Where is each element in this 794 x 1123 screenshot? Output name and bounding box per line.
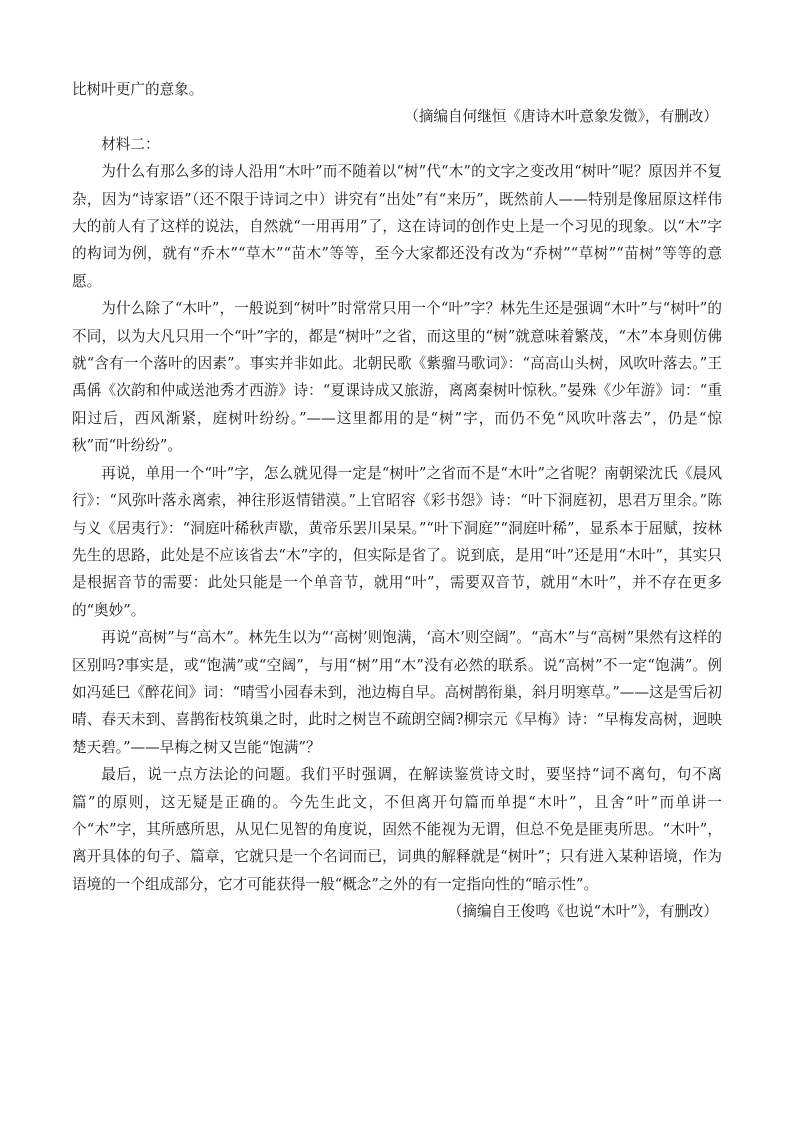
material-label: 材料二： [101,135,160,153]
paragraph-4: 再说“高树”与“高木”。林先生以为“‘高树’则饱满，‘高木’则空阔”。“高木”与“高树”果然有这样的区别吗?事实是，或“饱满”或“空阔”，与用“树”用“木”没有必然的联系。说“高树”不一定“饱满”。例如冯延巳《醉花间》词：“晴雪小园春未到，池边梅自早。高树鹊衔巢，斜月明寒草。”——这是雪后初晴、春天未到、喜鹊衔枝筑巢之时，此时之树岂不疏朗空阔?柳宗元《早梅》诗：“早梅发高树，迥映楚天碧。”——早梅之树又岂能“饱满”？ [72,629,722,756]
paragraph-3: 再说，单用一个“叶”字，怎么就见得一定是“树叶”之省而不是“木叶”之省呢？南朝梁沈氏《晨风行》：“风弥叶落永离索，神往形返情错漠。”上官昭容《彩书怨》诗：“叶下洞庭初，思君万里余。”陈与义《居夷行》：“洞庭叶稀秋声歇，黄帝乐罢川杲杲。”“叶下洞庭”“洞庭叶稀”，显系本于屈赋，按林先生的思路，此处是不应该省去“木”字的，但实际是省了。说到底，是用“叶”还是用“木叶”，其实只是根据音节的需要：此处只能是一个单音节，就用“叶”，需要双音节，就用“木叶”，并不存在更多的“奥妙”。 [72,464,722,619]
source-citation-1: （摘编自何继恒《唐诗木叶意象发微》，有删改） [404,108,718,126]
source-citation-2: （摘编自王俊鸣《也说“木叶”》，有删改） [447,903,718,921]
paragraph-5: 最后，说一点方法论的问题。我们平时强调，在解读鉴赏诗文时，要坚持“词不离句，句不离篇”的原则，这无疑是正确的。今先生此文，不但离开句篇而单提“木叶”，且舍“叶”而单讲一个“木”字，其所感所思，从见仁见智的角度说，固然不能视为无谓，但总不免是匪夷所思。“木叶”，离开具体的句子、篇章，它就只是一个名词而已，词典的解释就是“树叶”；只有进入某种语境，作为语境的一个组成部分，它才可能获得一般“概念”之外的有一定指向性的“暗示性”。 [72,766,722,893]
paragraph-2: 为什么除了“木叶”，一般说到“树叶”时常常只用一个“叶”字？林先生还是强调“木叶”与“树叶”的不同，以为大凡只用一个“叶”字的，都是“树叶”之省，而这里的“树”就意味着繁茂，“木”本身则仿佛就“含有一个落叶的因素”。事实并非如此。北朝民歌《紫骝马歌词》：“高高山头树，风吹叶落去。”王禹偁《次韵和仲咸送池秀才西游》诗：“夏课诗成又旅游，离离秦树叶惊秋。”晏殊《少年游》词：“重阳过后，西风渐紧，庭树叶纷纷。”——这里都用的是“树”字，而仍不免“风吹叶落去”，仍是“惊秋”而“叶纷纷”。 [72,300,722,455]
paragraph-1: 为什么有那么多的诗人沿用“木叶”而不随着以“树”代“木”的文字之变改用“树叶”呢？原因并不复杂，因为“诗家语”（还不限于诗词之中）讲究有“出处”有“来历”，既然前人——特别是像屈原这样伟大的前人有了这样的说法，自然就“一用再用”了，这在诗词的创作史上是一个习见的现象。以“木”字的构词为例，就有“乔木”“草木”“苗木”等等，至今大家都还没有改为“乔树”“草树”“苗树”等等的意愿。 [72,163,722,290]
lead-line: 比树叶更广的意象。 [72,81,204,98]
